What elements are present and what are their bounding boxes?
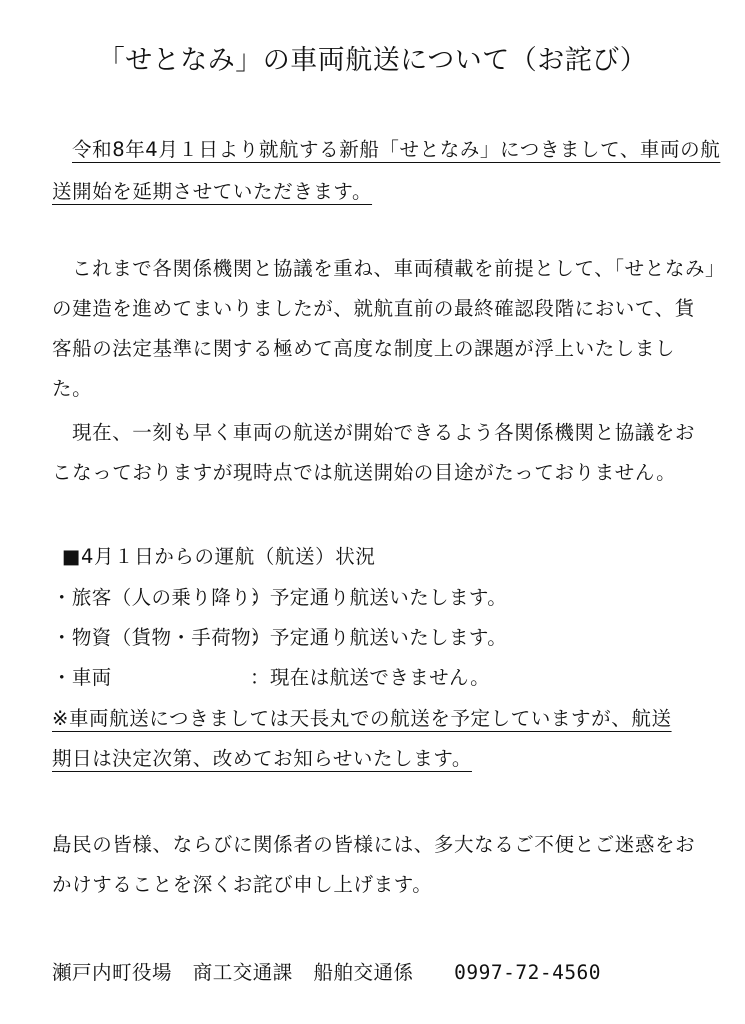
intro-line-1: 令和8年4月１日より就航する新船「せとなみ」につきまして、車両の航 <box>72 138 721 161</box>
status-item-passengers <box>52 582 508 610</box>
paragraph1-line-1: これまで各関係機関と協議を重ね、車両積載を前提として、「せとなみ」 <box>72 257 726 280</box>
status-category: ・旅客（人の乗り降り） <box>52 586 271 609</box>
footer-phone: 0997-72-4560 <box>454 961 602 984</box>
intro-line-2: 送開始を延期させていただきます。 <box>52 180 373 203</box>
document-title: 「せとなみ」の車両航送について（お詫び） <box>97 45 648 76</box>
footer-division: 商工交通課 <box>192 961 293 984</box>
status-value: ：予定通り航送いたします。 <box>250 626 508 649</box>
paragraph2-line-2: こなっておりますが現時点では航送開始の目途がたっておりません。 <box>52 461 677 484</box>
footer-office: 瀬戸内町役場 <box>52 961 173 984</box>
status-category: ・物資（貨物・手荷物） <box>52 626 271 649</box>
status-value: ：現在は航送できません。 <box>250 666 490 689</box>
status-heading: ■4月１日からの運航（航送）状況 <box>62 545 376 568</box>
paragraph1-line-3: 客船の法定基準に関する極めて高度な制度上の課題が浮上いたしまし <box>52 337 676 360</box>
apology-line-1: 島民の皆様、ならびに関係者の皆様には、多大なるご不便とご迷惑をお <box>52 833 696 856</box>
paragraph1-line-4: た。 <box>52 377 93 400</box>
status-item-cargo <box>52 622 508 650</box>
footer-section: 船舶交通係 <box>313 961 414 984</box>
contact-footer <box>52 957 615 985</box>
status-value: ：予定通り航送いたします。 <box>250 586 508 609</box>
paragraph1-line-2: の建造を進めてまいりましたが、就航直前の最終確認段階において、貨 <box>52 297 695 320</box>
paragraph2-line-1: 現在、一刻も早く車両の航送が開始できるよう各関係機関と協議をお <box>72 421 696 444</box>
apology-line-2: かけすることを深くお詫び申し上げます。 <box>52 873 433 896</box>
status-category: ・車両 <box>52 666 112 689</box>
note-line-1: ※車両航送につきましては天長丸での航送を予定していますが、航送 <box>52 707 672 730</box>
note-line-2: 期日は決定次第、改めてお知らせいたします。 <box>52 747 472 770</box>
status-item-vehicles <box>52 662 490 690</box>
